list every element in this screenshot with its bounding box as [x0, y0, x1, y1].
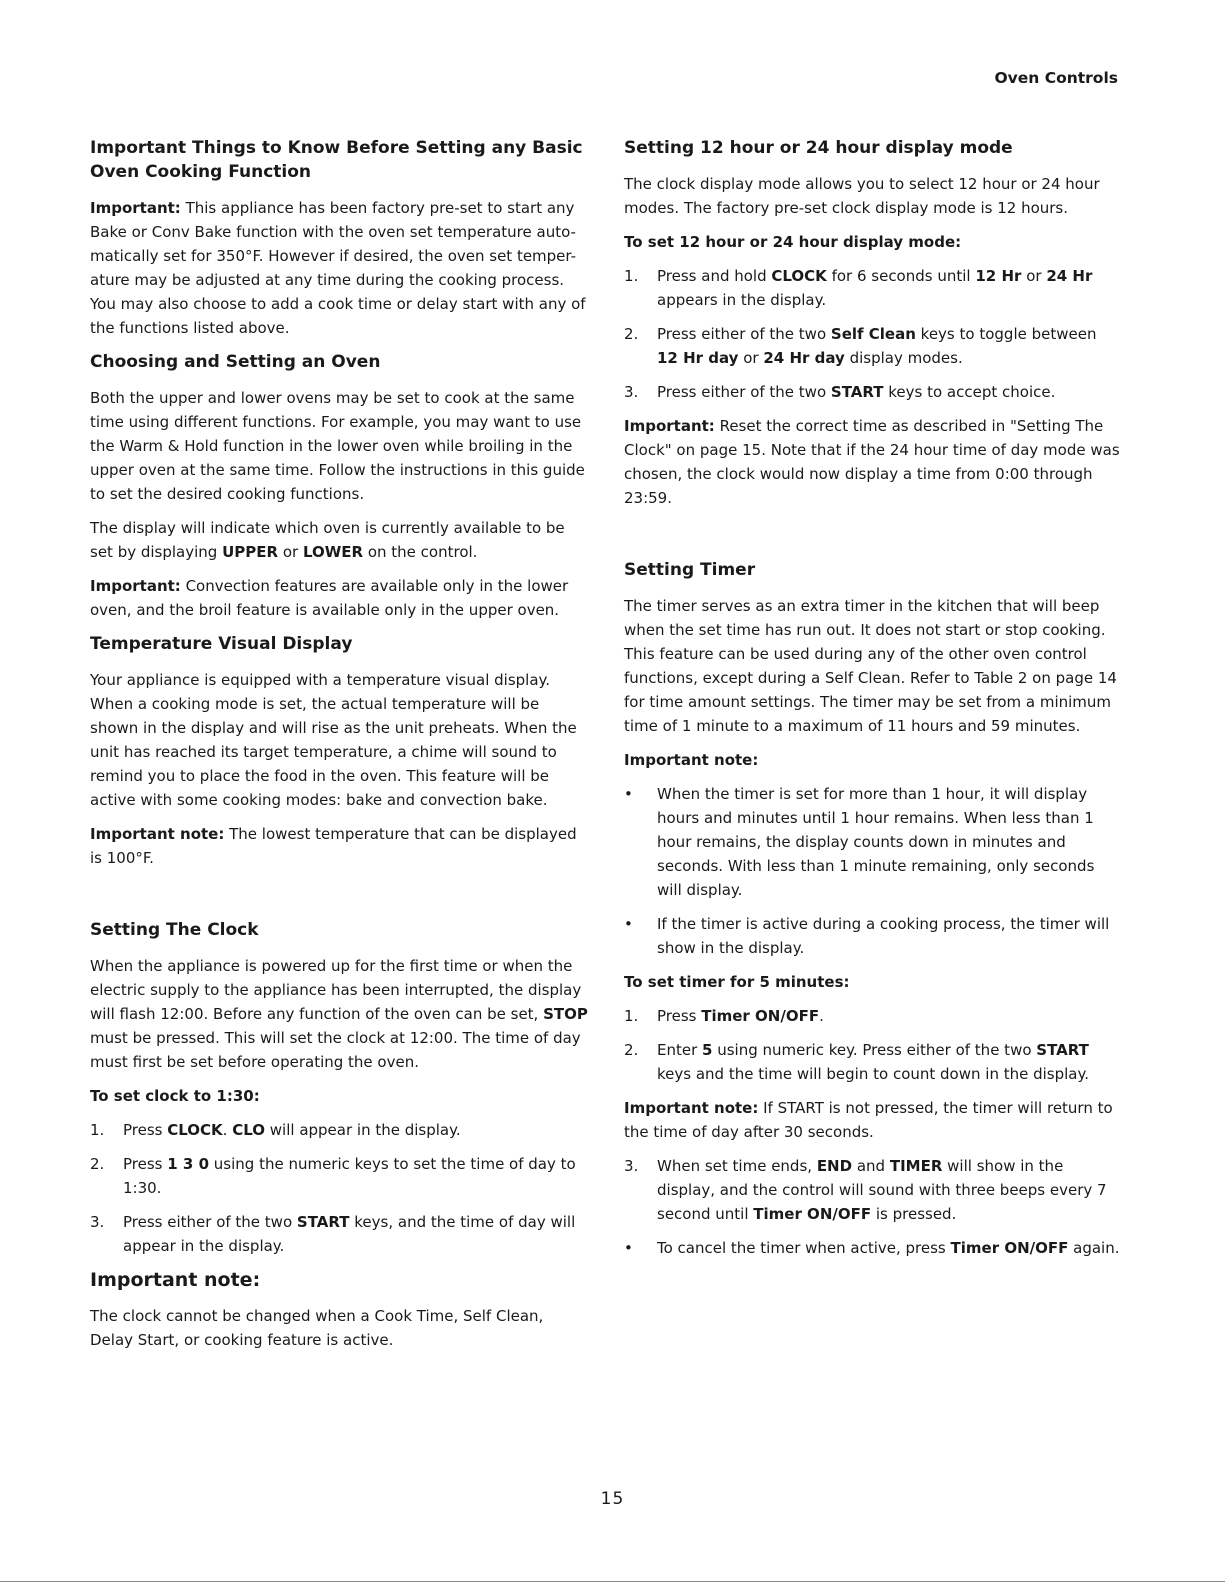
- heading-setting-clock: Setting The Clock: [90, 920, 259, 940]
- heading-setting-timer: Setting Timer: [624, 560, 756, 580]
- paragraph-both-ovens: Both the upper and lower ovens may be set to cook at the same time using different functions. For example, you may want to use the Warm & Hold function in the lower oven while broiling in the upper oven at the same time. Follow the instructions in this guide to set the desired cooking functions.: [90, 389, 585, 503]
- bullet-icon: •: [624, 1239, 633, 1257]
- timer-steps-list: [624, 1004, 1120, 1086]
- subheading-set-display-mode: To set 12 hour or 24 hour display mode:: [624, 233, 962, 251]
- paragraph-lowest-temperature: Important note: The lowest temperature that can be displayed is 100°F.: [90, 825, 577, 867]
- list-item: • To cancel the timer when active, press Timer ON/OFF again.: [624, 1236, 1120, 1260]
- list-item: 2. Press 1 3 0 using the numeric keys to set the time of day to 1:30.: [90, 1155, 576, 1197]
- paragraph-timer-description: The timer serves as an extra timer in the kitchen that will beep when the set time has run out. It does not start or stop cooking. This feature can be used during any of the other oven control functions, except during a Self Clean. Refer to Table 2 on page 14 for time amount settings. The timer may be set from a minimum time of 1 minute to a maximum of 11 hours and 59 minutes.: [624, 597, 1117, 735]
- heading-important-note: Important note:: [90, 1269, 261, 1291]
- left-column: [90, 136, 590, 1362]
- heading-choosing-oven: Choosing and Setting an Oven: [90, 352, 381, 372]
- list-item: 2. Press either of the two Self Clean keys to toggle between 12 Hr day or 24 Hr day display modes.: [624, 325, 1097, 367]
- subheading-set-clock: To set clock to 1:30:: [90, 1087, 260, 1105]
- subheading-timer-important-note: Important note:: [624, 751, 759, 769]
- important-label: Important:: [624, 417, 715, 435]
- heading-display-mode: Setting 12 hour or 24 hour display mode: [624, 138, 1013, 158]
- timer-notes-list: [624, 782, 1120, 960]
- important-label: Important:: [90, 199, 181, 217]
- list-item: • If the timer is active during a cooking process, the timer will show in the display.: [624, 912, 1120, 960]
- list-item: 1. Press Timer ON/OFF.: [624, 1007, 824, 1025]
- list-item: 1. Press CLOCK. CLO will appear in the display.: [90, 1121, 461, 1139]
- heading-temperature-display: Temperature Visual Display: [90, 634, 353, 654]
- timer-steps-list-continued: [624, 1154, 1120, 1260]
- paragraph-clock-power-up: When the appliance is powered up for the first time or when the electric supply to the appliance has been interrupted, the display will flash 12:00. Before any function of the oven can be set, STOP must be pressed. This will set the clock at 12:00. The time of day must first be set before operating the oven.: [90, 957, 588, 1071]
- list-item: • When the timer is set for more than 1 hour, it will display hours and minutes until 1 hour remains. When less than 1 hour remains, the display counts down in minutes and seconds. With less than 1 minute remaining, only seconds will display.: [624, 782, 1120, 902]
- paragraph-convection-note: Important: Convection features are available only in the lower oven, and the broil feature is available only in the upper oven.: [90, 577, 569, 619]
- list-item: 3. Press either of the two START keys to accept choice.: [624, 383, 1056, 401]
- list-item: 2. Enter 5 using numeric key. Press either of the two START keys and the time will begin to count down in the display.: [624, 1041, 1089, 1083]
- important-note-label: Important note:: [90, 825, 225, 843]
- clock-steps-list: [90, 1118, 590, 1258]
- paragraph-display-indicates: The display will indicate which oven is currently available to be set by displaying UPPER or LOWER on the control.: [90, 519, 565, 561]
- list-item: 1. Press and hold CLOCK for 6 seconds until 12 Hr or 24 Hr appears in the display.: [624, 267, 1093, 309]
- paragraph-reset-time: Important: Reset the correct time as described in "Setting The Clock" on page 15. Note that if the 24 hour time of day mode was chosen, the clock would now display a time from 0:00 through 23:59.: [624, 417, 1120, 507]
- list-item: 3. Press either of the two START keys, and the time of day will appear in the display.: [90, 1213, 576, 1255]
- bullet-icon: •: [624, 915, 633, 933]
- right-column: [624, 136, 1120, 1270]
- bottom-divider: [0, 1581, 1225, 1582]
- list-item: 3. When set time ends, END and TIMER will show in the display, and the control will sound with three beeps every 7 second until Timer ON/OFF is pressed.: [624, 1157, 1107, 1223]
- paragraph-display-mode: The clock display mode allows you to select 12 hour or 24 hour modes. The factory pre-set clock display mode is 12 hours.: [624, 175, 1100, 217]
- paragraph-factory-preset: Important: This appliance has been factory pre-set to start any Bake or Conv Bake function with the oven set temperature auto-matically set for 350°F. However if desired, the oven set temper-ature may be adjusted at any time during the cooking process. You may also choose to add a cook time or delay start with any of the functions listed above.: [90, 199, 586, 337]
- bullet-icon: •: [624, 785, 633, 803]
- paragraph-clock-cannot-change: The clock cannot be changed when a Cook Time, Self Clean, Delay Start, or cooking feature is active.: [90, 1307, 544, 1349]
- paragraph-start-not-pressed: Important note: If START is not pressed, the timer will return to the time of day after 30 seconds.: [624, 1099, 1113, 1141]
- subheading-set-timer: To set timer for 5 minutes:: [624, 973, 850, 991]
- paragraph-temperature-display: Your appliance is equipped with a temperature visual display. When a cooking mode is set, the actual temperature will be shown in the display and will rise as the unit preheats. When the unit has reached its target temperature, a chime will sound to remind you to place the food in the oven. This feature will be active with some cooking modes: bake and convection bake.: [90, 671, 577, 809]
- page-number: 15: [600, 1489, 625, 1509]
- display-mode-steps-list: [624, 264, 1120, 404]
- heading-important-things: Important Things to Know Before Setting any Basic Oven Cooking Function: [90, 138, 583, 182]
- running-header: Oven Controls: [994, 69, 1118, 87]
- important-note-label: Important note:: [624, 1099, 759, 1117]
- important-label: Important:: [90, 577, 181, 595]
